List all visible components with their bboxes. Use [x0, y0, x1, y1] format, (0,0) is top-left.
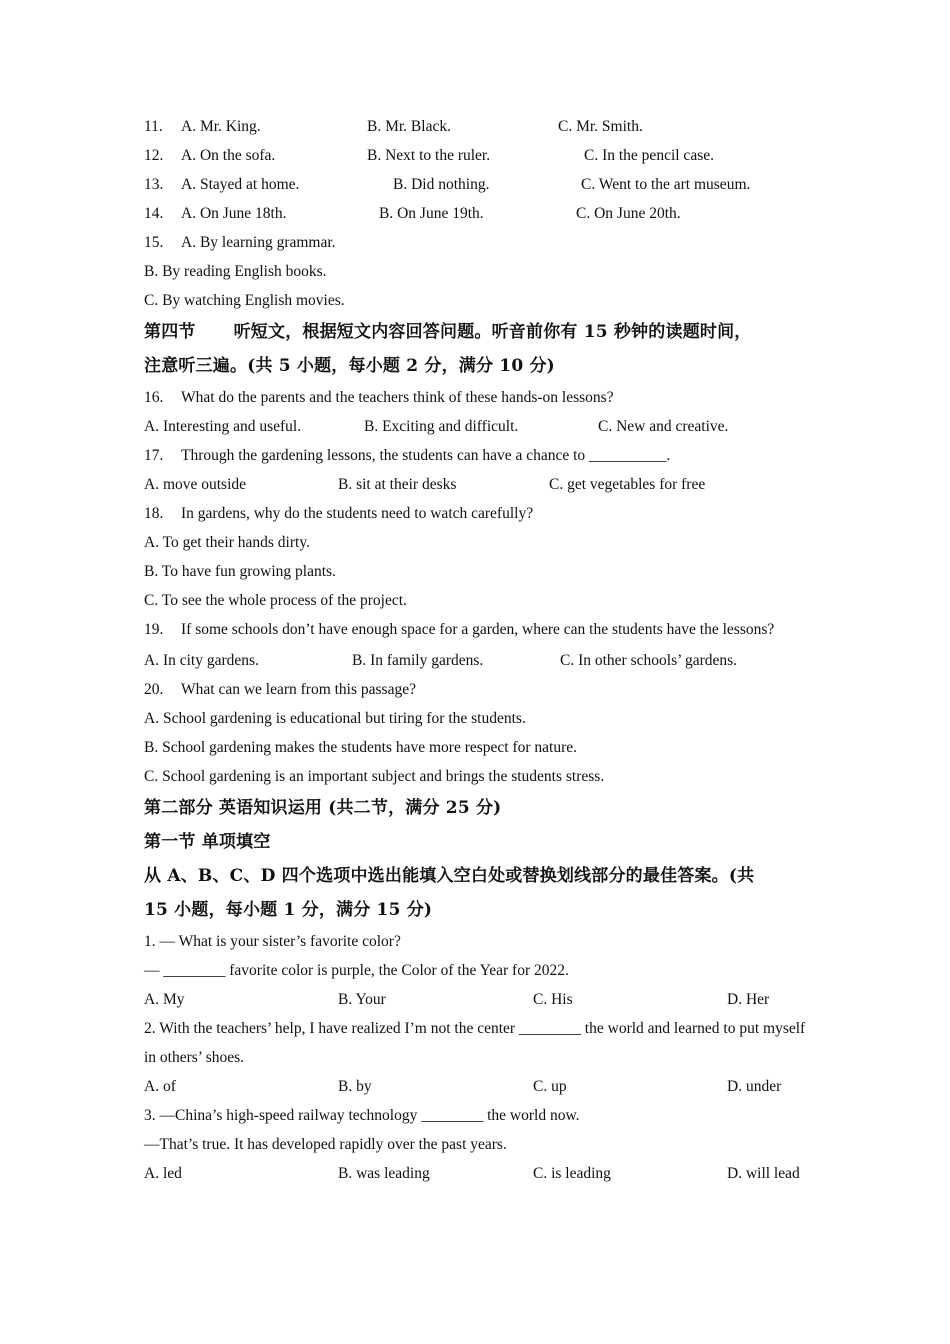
question-16 [144, 383, 814, 412]
option-b: B. To have fun growing plants. [144, 563, 336, 580]
question-17-options [144, 470, 814, 499]
option-d: D. will lead [727, 1165, 800, 1182]
grammar-question-3-reply: —That’s true. It has developed rapidly over the past years. [144, 1136, 507, 1153]
question-text: What can we learn from this passage? [181, 681, 416, 698]
option-a: A. of [144, 1078, 176, 1095]
option-b: B. Did nothing. [393, 176, 490, 193]
option-a: A. Stayed at home. [181, 176, 300, 193]
section-1-title: 第一节 单项填空 [144, 832, 271, 852]
option-c: C. To see the whole process of the project. [144, 592, 407, 609]
option-c: C. In other schools’ gardens. [560, 652, 738, 669]
exam-page [144, 112, 814, 1188]
option-c: C. Mr. Smith. [558, 118, 643, 135]
question-16-options [144, 412, 814, 441]
question-number: 12. [144, 147, 164, 164]
part-2-instruction: 从 A、B、C、D 四个选项中选出能填入空白处或替换划线部分的最佳答案。(共 [144, 866, 755, 886]
option-c: C. get vegetables for free [549, 476, 706, 493]
option-a: A. move outside [144, 476, 247, 493]
question-number: 17. [144, 447, 164, 464]
option-c: C. In the pencil case. [584, 147, 714, 164]
question-number: 13. [144, 176, 164, 193]
question-19 [144, 615, 814, 644]
question-12 [144, 141, 814, 170]
option-a: A. Interesting and useful. [144, 418, 302, 435]
question-13 [144, 170, 814, 199]
part-2-title: 第二部分 英语知识运用 (共二节，满分 25 分) [144, 798, 502, 818]
question-text: Through the gardening lessons, the students can have a chance to __________. [181, 447, 671, 464]
option-c: C. By watching English movies. [144, 292, 345, 309]
option-b: B. In family gardens. [352, 652, 484, 669]
option-b: B. Exciting and difficult. [364, 418, 519, 435]
grammar-question-1: 1. — What is your sister’s favorite color? [144, 933, 401, 950]
option-b: B. By reading English books. [144, 263, 327, 280]
option-a: A. My [144, 991, 185, 1008]
question-number: 15. [144, 234, 164, 251]
question-14 [144, 199, 814, 228]
question-number: 11. [144, 118, 163, 135]
option-c: C. New and creative. [598, 418, 729, 435]
section-instruction: 听短文，根据短文内容回答问题。听音前你有 15 秒钟的读题时间， [233, 322, 752, 342]
question-number: 19. [144, 621, 164, 638]
option-a: A. In city gardens. [144, 652, 259, 669]
grammar-question-3-options [144, 1159, 814, 1188]
grammar-question-1-options [144, 985, 814, 1014]
part-2-instruction-line2: 15 小题，每小题 1 分，满分 15 分) [144, 900, 433, 920]
question-number: 18. [144, 505, 164, 522]
section-4-heading [144, 315, 814, 349]
option-d: D. Her [727, 991, 770, 1008]
question-text: In gardens, why do the students need to watch carefully? [181, 505, 534, 522]
option-b: B. School gardening makes the students have more respect for nature. [144, 739, 578, 756]
question-text: If some schools don’t have enough space for a garden, where can the students have the lessons? [181, 621, 775, 638]
option-c: C. School gardening is an important subject and brings the students stress. [144, 768, 605, 785]
question-number: 16. [144, 389, 164, 406]
option-c: C. Went to the art museum. [581, 176, 751, 193]
option-a: A. On June 18th. [181, 205, 287, 222]
section-4-heading-line2: 注意听三遍。(共 5 小题，每小题 2 分，满分 10 分) [144, 356, 555, 376]
question-19-options [144, 646, 814, 675]
option-a: A. By learning grammar. [181, 234, 336, 251]
grammar-question-2-options [144, 1072, 814, 1101]
option-c: C. up [533, 1078, 567, 1095]
question-20 [144, 675, 814, 704]
grammar-question-3: 3. —China’s high-speed railway technology ________ the world now. [144, 1107, 580, 1124]
option-a: A. led [144, 1165, 182, 1182]
question-15 [144, 228, 814, 257]
option-c: C. On June 20th. [576, 205, 681, 222]
question-number: 20. [144, 681, 164, 698]
question-number: 14. [144, 205, 164, 222]
option-a: A. Mr. King. [181, 118, 261, 135]
option-b: B. Next to the ruler. [367, 147, 491, 164]
grammar-question-1-reply: — ________ favorite color is purple, the Color of the Year for 2022. [144, 962, 569, 979]
option-b: B. Mr. Black. [367, 118, 451, 135]
option-b: B. sit at their desks [338, 476, 457, 493]
question-text: What do the parents and the teachers think of these hands-on lessons? [181, 389, 614, 406]
section-label: 第四节 [144, 322, 196, 342]
option-b: B. On June 19th. [379, 205, 484, 222]
option-c: C. is leading [533, 1165, 611, 1182]
question-17 [144, 441, 814, 470]
option-b: B. Your [338, 991, 386, 1008]
option-a: A. To get their hands dirty. [144, 534, 310, 551]
option-a: A. On the sofa. [181, 147, 276, 164]
question-18 [144, 499, 814, 528]
option-a: A. School gardening is educational but tiring for the students. [144, 710, 526, 727]
question-11 [144, 112, 814, 141]
option-b: B. was leading [338, 1165, 430, 1182]
option-b: B. by [338, 1078, 372, 1095]
option-d: D. under [727, 1078, 782, 1095]
grammar-question-2: 2. With the teachers’ help, I have realized I’m not the center ________ the world and learned to put myself in others’ shoes. [144, 1020, 806, 1066]
option-c: C. His [533, 991, 573, 1008]
